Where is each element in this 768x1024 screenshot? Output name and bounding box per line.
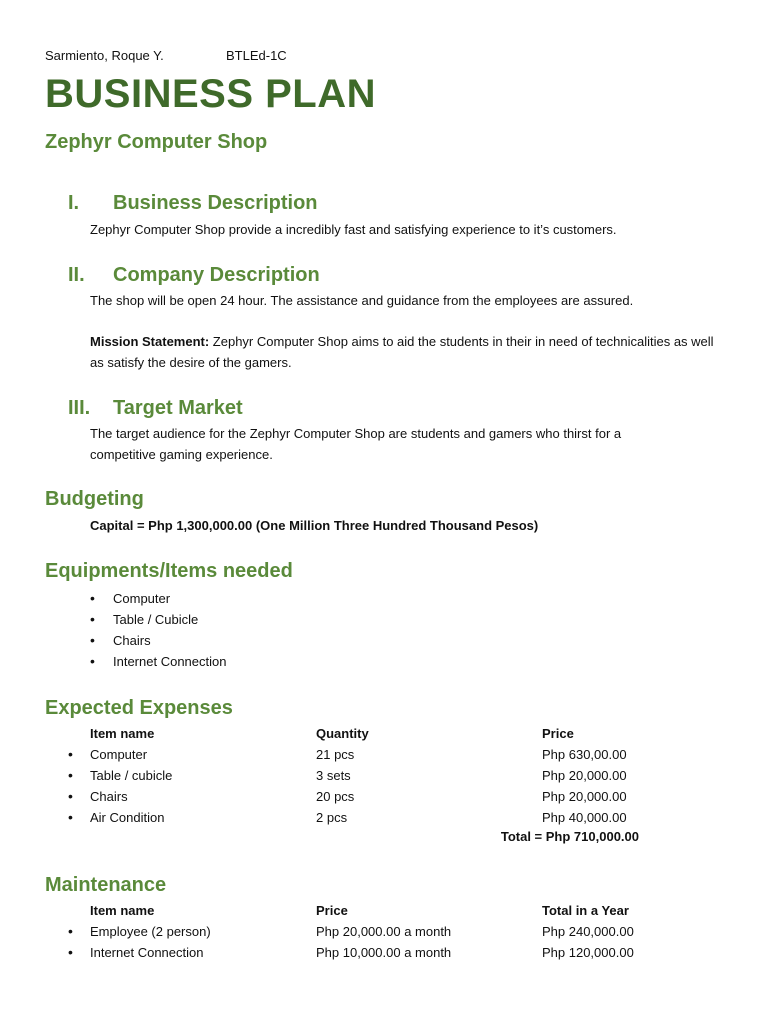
- capital-text: Capital = Php 1,300,000.00 (One Million Three Hundred Thousand Pesos): [90, 518, 539, 533]
- document-subtitle: Zephyr Computer Shop: [45, 131, 268, 153]
- section-label: Business Description: [113, 192, 318, 214]
- column-header: Item name: [90, 726, 155, 741]
- section-number: II.: [68, 264, 85, 286]
- table-row: [68, 786, 708, 807]
- list-item: • Chairs: [90, 630, 226, 651]
- table-header-row: [68, 900, 708, 921]
- document-title: BUSINESS PLAN: [45, 72, 376, 116]
- table-cell: Employee (2 person): [90, 924, 211, 939]
- company-description-text: The shop will be open 24 hour. The assistance and guidance from the employees are assured.: [90, 293, 634, 308]
- mission-label: Mission Statement:: [90, 334, 210, 349]
- list-item: • Table / Cubicle: [90, 609, 226, 630]
- author-name: Sarmiento, Roque Y.: [45, 48, 164, 63]
- expenses-heading: Expected Expenses: [45, 697, 233, 719]
- mission-statement: [90, 331, 725, 373]
- table-cell: Php 20,000.00: [542, 768, 627, 783]
- table-cell: Php 240,000.00: [542, 924, 634, 939]
- target-market-text: The target audience for the Zephyr Computer Shop are students and gamers who thirst for a competitive gaming experience.: [90, 426, 622, 462]
- mission-text: Zephyr Computer Shop aims to aid the students in their in need of technicalities as well as satisfy the desire of the gamers.: [90, 334, 714, 370]
- table-cell: Internet Connection: [90, 945, 204, 960]
- column-header: Price: [316, 903, 348, 918]
- table-row: [68, 807, 708, 828]
- section-number: I.: [68, 192, 80, 214]
- table-cell: 3 sets: [316, 768, 351, 783]
- table-row: [68, 744, 708, 765]
- equipment-heading: Equipments/Items needed: [45, 560, 293, 582]
- table-cell: Php 10,000.00 a month: [316, 945, 452, 960]
- table-cell: Php 120,000.00: [542, 945, 634, 960]
- section-label: Company Description: [113, 264, 320, 286]
- author-section: BTLEd-1C: [226, 48, 287, 63]
- bullet: •: [68, 746, 73, 762]
- budgeting-heading: Budgeting: [45, 488, 144, 510]
- section-number: III.: [68, 397, 91, 419]
- bullet: •: [68, 788, 73, 804]
- expenses-table: [68, 723, 708, 828]
- table-cell: Chairs: [90, 789, 128, 804]
- column-header: Quantity: [316, 726, 369, 741]
- table-cell: Computer: [90, 747, 148, 762]
- bullet: •: [68, 944, 73, 960]
- table-cell: Php 40,000.00: [542, 810, 627, 825]
- table-cell: 20 pcs: [316, 789, 355, 804]
- maintenance-table: [68, 900, 708, 963]
- business-description-text: Zephyr Computer Shop provide a incredibly fast and satisfying experience to it’s customers.: [90, 222, 617, 237]
- table-cell: Php 20,000.00 a month: [316, 924, 452, 939]
- column-header: Total in a Year: [542, 903, 629, 918]
- budgeting-capital: [90, 515, 725, 536]
- table-cell: Air Condition: [90, 810, 165, 825]
- table-cell: Php 20,000.00: [542, 789, 627, 804]
- section-label: Target Market: [113, 397, 243, 419]
- table-cell: 21 pcs: [316, 747, 355, 762]
- list-item: • Internet Connection: [90, 651, 226, 672]
- author-line: [45, 48, 287, 63]
- table-row: [68, 942, 708, 963]
- bullet: •: [68, 809, 73, 825]
- column-header: Price: [542, 726, 574, 741]
- table-header-row: [68, 723, 708, 744]
- equipment-list: [90, 588, 226, 672]
- table-cell: Php 630,00.00: [542, 747, 627, 762]
- maintenance-heading: Maintenance: [45, 874, 167, 896]
- table-cell: 2 pcs: [316, 810, 348, 825]
- list-item: • Computer: [90, 588, 226, 609]
- expenses-total: Total = Php 710,000.00: [500, 829, 639, 844]
- table-row: [68, 921, 708, 942]
- table-cell: Table / cubicle: [90, 768, 173, 783]
- bullet: •: [68, 767, 73, 783]
- table-row: [68, 765, 708, 786]
- bullet: •: [68, 923, 73, 939]
- column-header: Item name: [90, 903, 155, 918]
